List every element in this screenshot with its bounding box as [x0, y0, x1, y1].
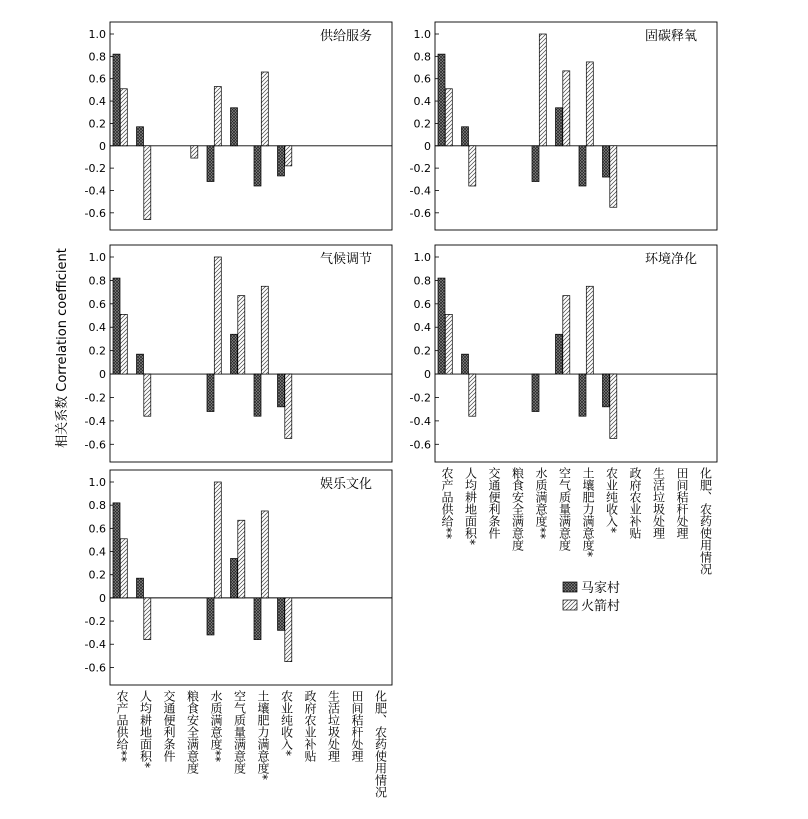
x-tick-label: 化肥、农药使用情况 [373, 690, 388, 798]
bar [556, 334, 563, 374]
legend [563, 580, 620, 614]
bar [254, 374, 261, 416]
y-tick-label: -0.2 [84, 391, 106, 405]
y-tick-label: 0.8 [88, 274, 106, 288]
x-tick-label: 生活垃圾处理 [651, 467, 666, 539]
y-axis-label: 相关系数 Correlation coefficient [55, 248, 70, 448]
y-tick-label: 0 [99, 591, 106, 605]
bar [469, 146, 476, 186]
x-tick-label: 粮食安全满意度 [510, 467, 525, 551]
bar [462, 354, 469, 374]
bar [278, 146, 285, 176]
bar [254, 598, 261, 640]
bar [231, 558, 238, 597]
y-tick-label: 0.4 [88, 95, 106, 109]
x-tick-label: 生活垃圾处理 [326, 690, 341, 762]
y-tick-label: -0.6 [84, 206, 106, 220]
bar [261, 286, 268, 374]
y-tick-label: -0.2 [409, 162, 431, 176]
x-tick-label: 粮食安全满意度 [185, 690, 200, 774]
bar [137, 354, 144, 374]
y-tick-label: 0.2 [88, 344, 106, 358]
bar [120, 539, 127, 598]
panel-title: 气候调节 [319, 252, 372, 267]
bar [586, 62, 593, 146]
x-tick-label: 农产品供给** [115, 690, 129, 762]
panel-frame [110, 470, 392, 685]
bar [207, 598, 214, 635]
bar [137, 578, 144, 598]
bar [285, 598, 292, 662]
y-tick-label: 0.6 [88, 522, 106, 536]
x-tick-label: 田间秸秆处理 [675, 467, 689, 539]
x-tick-label: 政府农业补贴 [628, 467, 642, 539]
bar [231, 108, 238, 146]
bar [462, 127, 469, 146]
y-tick-label: 1.0 [413, 251, 431, 264]
bar [532, 146, 539, 182]
panel-title: 娱乐文化 [319, 477, 372, 492]
bar [610, 374, 617, 438]
y-tick-label: -0.4 [84, 414, 106, 428]
bar [254, 146, 261, 186]
bar [113, 503, 120, 598]
x-tick-label: 土壤肥力满意度* [256, 690, 270, 780]
bar [445, 314, 452, 374]
y-tick-label: -0.4 [84, 184, 106, 198]
y-tick-label: 0.6 [88, 297, 106, 311]
y-tick-label: 1.0 [88, 476, 106, 489]
y-tick-label: -0.2 [409, 391, 431, 405]
bar [532, 374, 539, 411]
bar [285, 146, 292, 166]
bar [610, 146, 617, 207]
bar [469, 374, 476, 416]
x-tick-label: 人均耕地面积* [463, 467, 478, 545]
legend-label: 火箭村 [581, 599, 621, 614]
y-tick-label: 0.2 [413, 117, 431, 131]
panel-frame [435, 245, 717, 462]
y-tick-label: 0.4 [413, 95, 431, 109]
y-tick-label: 0.4 [88, 321, 106, 335]
chart-panel [410, 22, 717, 230]
y-tick-label: 0.2 [88, 117, 106, 131]
chart-panel [85, 470, 392, 685]
bar [438, 54, 445, 146]
x-tick-label: 农产品供给** [440, 467, 454, 539]
y-tick-label: -0.4 [84, 638, 106, 652]
y-tick-label: 1.0 [413, 28, 431, 41]
legend-label: 马家村 [581, 581, 621, 596]
y-tick-label: 0.8 [413, 50, 431, 64]
bar [231, 334, 238, 374]
bar [120, 89, 127, 146]
y-tick-label: -0.6 [84, 661, 106, 675]
y-tick-label: 0.2 [88, 568, 106, 582]
x-tick-label: 交通便利条件 [162, 690, 176, 762]
y-tick-label: -0.2 [84, 615, 106, 629]
panel-title: 供给服务 [319, 29, 372, 44]
panel-frame [110, 22, 392, 230]
bar [603, 374, 610, 407]
chart-panel [85, 22, 392, 230]
x-tick-label: 农业纯收入* [604, 467, 619, 533]
bar [120, 314, 127, 374]
bar [137, 127, 144, 146]
bar [556, 108, 563, 146]
y-tick-label: 0.4 [413, 321, 431, 335]
y-tick-label: 0.2 [413, 344, 431, 358]
y-tick-label: 0 [424, 139, 431, 153]
x-tick-label: 水质满意度** [209, 690, 223, 762]
legend-swatch [563, 582, 577, 592]
y-tick-label: 1.0 [88, 28, 106, 41]
x-tick-label: 政府农业补贴 [303, 690, 317, 762]
y-tick-label: -0.6 [409, 438, 431, 452]
bar [207, 146, 214, 182]
y-tick-label: 0.8 [413, 274, 431, 288]
bar [278, 374, 285, 407]
y-tick-label: 1.0 [88, 251, 106, 264]
bar [438, 278, 445, 374]
bar [261, 511, 268, 598]
y-tick-label: 0.8 [88, 499, 106, 513]
bar [214, 257, 221, 374]
bar [579, 146, 586, 186]
panel-title: 固碳释氧 [644, 29, 697, 44]
y-tick-label: 0 [424, 368, 431, 382]
bar [579, 374, 586, 416]
bar [238, 296, 245, 374]
x-tick-label: 化肥、农药使用情况 [698, 467, 713, 575]
bar [563, 71, 570, 146]
x-tick-label: 土壤肥力满意度* [581, 467, 595, 557]
bar [563, 296, 570, 374]
y-tick-label: -0.2 [84, 162, 106, 176]
bar [278, 598, 285, 630]
bar [113, 54, 120, 146]
y-tick-label: 0.8 [88, 50, 106, 64]
x-tick-label: 农业纯收入* [279, 690, 294, 756]
bar [603, 146, 610, 177]
x-tick-label: 空气质量满意度 [557, 467, 572, 551]
y-tick-label: 0.6 [88, 72, 106, 86]
x-tick-label: 交通便利条件 [487, 467, 501, 539]
bar [144, 598, 151, 640]
panel-frame [110, 245, 392, 462]
y-tick-label: 0 [99, 368, 106, 382]
y-tick-label: -0.6 [409, 206, 431, 220]
bar [238, 520, 245, 598]
chart-panel [85, 245, 392, 462]
bar [261, 72, 268, 146]
panel-title: 环境净化 [644, 252, 697, 267]
panel-frame [435, 22, 717, 230]
bar [285, 374, 292, 438]
y-tick-label: 0.6 [413, 297, 431, 311]
bar [214, 87, 221, 146]
y-tick-label: -0.4 [409, 184, 431, 198]
y-tick-label: 0.6 [413, 72, 431, 86]
x-tick-label: 人均耕地面积* [138, 690, 153, 768]
chart-panel [410, 245, 717, 462]
bar [144, 374, 151, 416]
y-tick-label: 0 [99, 139, 106, 153]
bar [113, 278, 120, 374]
bar [144, 146, 151, 220]
y-tick-label: 0.4 [88, 545, 106, 559]
x-tick-label: 田间秸秆处理 [350, 690, 364, 762]
bar [539, 34, 546, 146]
bar [214, 482, 221, 598]
bar [445, 89, 452, 146]
x-tick-label: 水质满意度** [534, 467, 548, 539]
bar [586, 286, 593, 374]
bar [207, 374, 214, 411]
y-tick-label: -0.4 [409, 414, 431, 428]
y-tick-label: -0.6 [84, 438, 106, 452]
bar [191, 146, 198, 158]
legend-swatch [563, 600, 577, 610]
x-tick-label: 空气质量满意度 [232, 690, 247, 774]
